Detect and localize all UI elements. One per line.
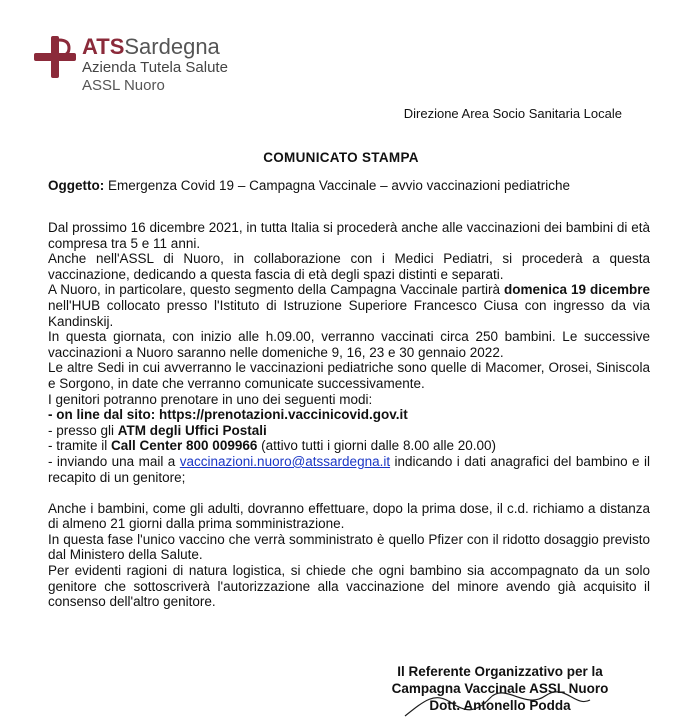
paragraph-4: In questa giornata, con inizio alle h.09.00, verranno vaccinati circa 250 bambini. Le successive vaccinazioni a Nuoro saranno nelle domeniche 9, 16, 23 e 30 gennaio 2022. xyxy=(48,329,650,360)
signature-line3: Dott. Antonello Podda xyxy=(429,698,571,713)
signature-line1: Il Referente Organizzativo per la xyxy=(397,664,603,679)
signature-line2: Campagna Vaccinale ASSL Nuoro xyxy=(391,681,609,696)
option-online xyxy=(48,407,650,423)
option-email-pre: - inviando una mail a xyxy=(48,453,180,469)
subject-line xyxy=(48,178,570,193)
paragraph-1: Dal prossimo 16 dicembre 2021, in tutta Italia si procederà anche alle vaccinazioni dei bambini di età compresa tra 5 e 11 anni. xyxy=(48,220,650,251)
option-call-post: (attivo tutti i giorni dalle 8.00 alle 20.00) xyxy=(257,438,497,454)
logo-brand xyxy=(82,35,228,59)
spacer xyxy=(48,485,650,501)
option-atm-pre: - presso gli xyxy=(48,422,118,438)
document-title: COMUNICATO STAMPA xyxy=(263,150,419,165)
direzione-label: Direzione Area Socio Sanitaria Locale xyxy=(403,106,622,121)
paragraph-5: Le altre Sedi in cui avverranno le vaccinazioni pediatriche sono quelle di Macomer, Orosei, Siniscola e Sorgono, in date che verranno comunicate successivamente. xyxy=(48,360,650,391)
option-atm xyxy=(48,423,650,439)
option-call-bold: Call Center 800 009966 xyxy=(111,438,258,454)
handwritten-signature-icon xyxy=(395,690,595,717)
paragraph-2: Anche nell'ASSL di Nuoro, in collaborazione con i Medici Pediatri, si procederà a questa vaccinazione, dedicando a questa fascia di età degli spazi distinti e separati. xyxy=(48,251,650,282)
ats-cross-logo-icon xyxy=(32,34,78,80)
option-online-text: - on line dal sito: https://prenotazioni.vaccinicovid.gov.it xyxy=(48,407,408,423)
option-call-center xyxy=(48,438,650,454)
subject-text: Emergenza Covid 19 – Campagna Vaccinale – avvio vaccinazioni pediatriche xyxy=(104,178,571,193)
paragraph-8: In questa fase l'unico vaccino che verrà somministrato è quello Pfizer con il ridotto dosaggio previsto dal Ministero della Salute. xyxy=(48,531,650,563)
option-email-post: indicando i dati anagrafici del bambino e il recapito di un genitore; xyxy=(48,453,650,485)
paragraph-9: Per evidenti ragioni di natura logistica, si chiede che ogni bambino sia accompagnato da un solo genitore che sottoscriverà l'autorizzazione alla vaccinazione del minore avendo già acquisito il consenso dell'altro genitore. xyxy=(48,563,650,610)
paragraph-6: I genitori potranno prenotare in uno dei seguenti modi: xyxy=(48,391,373,407)
paragraph-3-post: nell'HUB collocato presso l'Istituto di Istruzione Superiore Francesco Ciusa con ingresso da via Kandinskij. xyxy=(48,297,650,329)
logo-brand-bold: ATS xyxy=(82,34,125,59)
paragraph-3-pre: A Nuoro, in particolare, questo segmento della Campagna Vaccinale partirà xyxy=(48,282,504,298)
paragraph-3 xyxy=(48,282,650,329)
paragraph-7: Anche i bambini, come gli adulti, dovranno effettuare, dopo la prima dose, il c.d. richiamo a distanza di almeno 21 giorni dalla prima somministrazione. xyxy=(48,500,650,532)
option-call-pre: - tramite il xyxy=(48,438,112,454)
paragraph-3-bold: domenica 19 dicembre xyxy=(504,282,651,298)
option-atm-bold: ATM degli Uffici Postali xyxy=(117,422,267,438)
logo-line1: Azienda Tutela Salute xyxy=(82,59,228,76)
subject-label: Oggetto: xyxy=(48,178,105,193)
logo-line2: ASSL Nuoro xyxy=(82,77,165,94)
option-email xyxy=(48,454,650,485)
document-body xyxy=(48,220,650,610)
logo-brand-rest: Sardegna xyxy=(124,34,220,59)
email-link[interactable]: vaccinazioni.nuoro@atssardegna.it xyxy=(179,453,391,469)
